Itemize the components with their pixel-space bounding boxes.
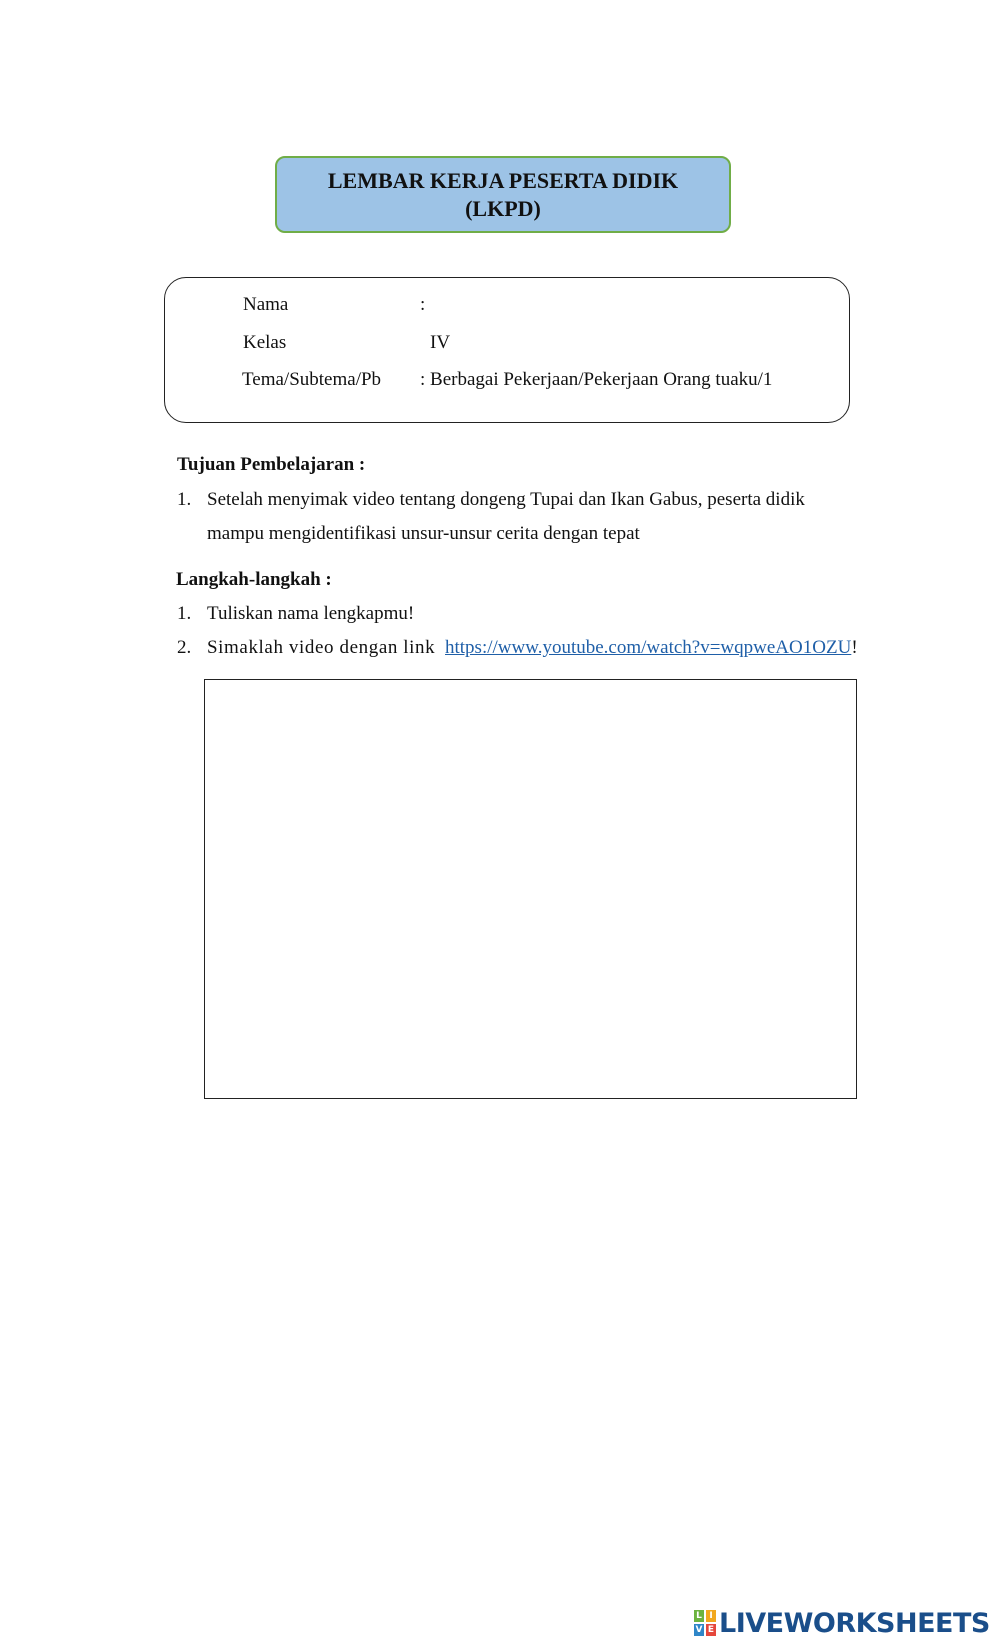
logo-mark-icon [694,1610,716,1636]
logo-letter-l: L [694,1610,704,1622]
brand-name: LIVEWORKSHEETS [719,1607,990,1639]
tujuan-item-line2: mampu mengidentifikasi unsur-unsur cerita dengan tepat [207,523,640,544]
tujuan-heading: Tujuan Pembelajaran : [177,454,366,475]
page-subtitle: (LKPD) [465,195,541,221]
langkah-item-2-number: 2. [177,637,192,658]
kelas-value: IV [430,332,451,353]
tema-label: Tema/Subtema/Pb [242,369,382,390]
kelas-label: Kelas [243,332,287,353]
video-link[interactable]: https://www.youtube.com/watch?v=wqpweAO1OZU [445,637,852,658]
title-box [275,156,731,233]
langkah-heading: Langkah-langkah : [176,569,332,590]
nama-label: Nama [243,294,289,315]
page-title: LEMBAR KERJA PESERTA DIDIK [327,167,679,193]
logo-letter-v: V [695,1625,703,1635]
nama-separator: : [420,294,426,315]
logo-letter-e: E [707,1625,715,1635]
langkah-item-1-number: 1. [177,603,192,624]
liveworksheets-logo [694,1608,990,1638]
tujuan-item-line1: Setelah menyimak video tentang dongeng Tupai dan Ikan Gabus, peserta didik [207,489,805,510]
tema-value: : Berbagai Pekerjaan/Pekerjaan Orang tuaku/1 [420,369,773,390]
tujuan-item-number: 1. [177,489,192,510]
langkah-item-2-text: Simaklah video dengan link [207,637,436,658]
logo-letter-i: I [706,1610,716,1622]
langkah-item-1-text: Tuliskan nama lengkapmu! [207,603,415,624]
video-answer-box[interactable] [204,679,857,1099]
video-link-suffix: ! [851,637,858,658]
video-link-line [445,637,858,659]
